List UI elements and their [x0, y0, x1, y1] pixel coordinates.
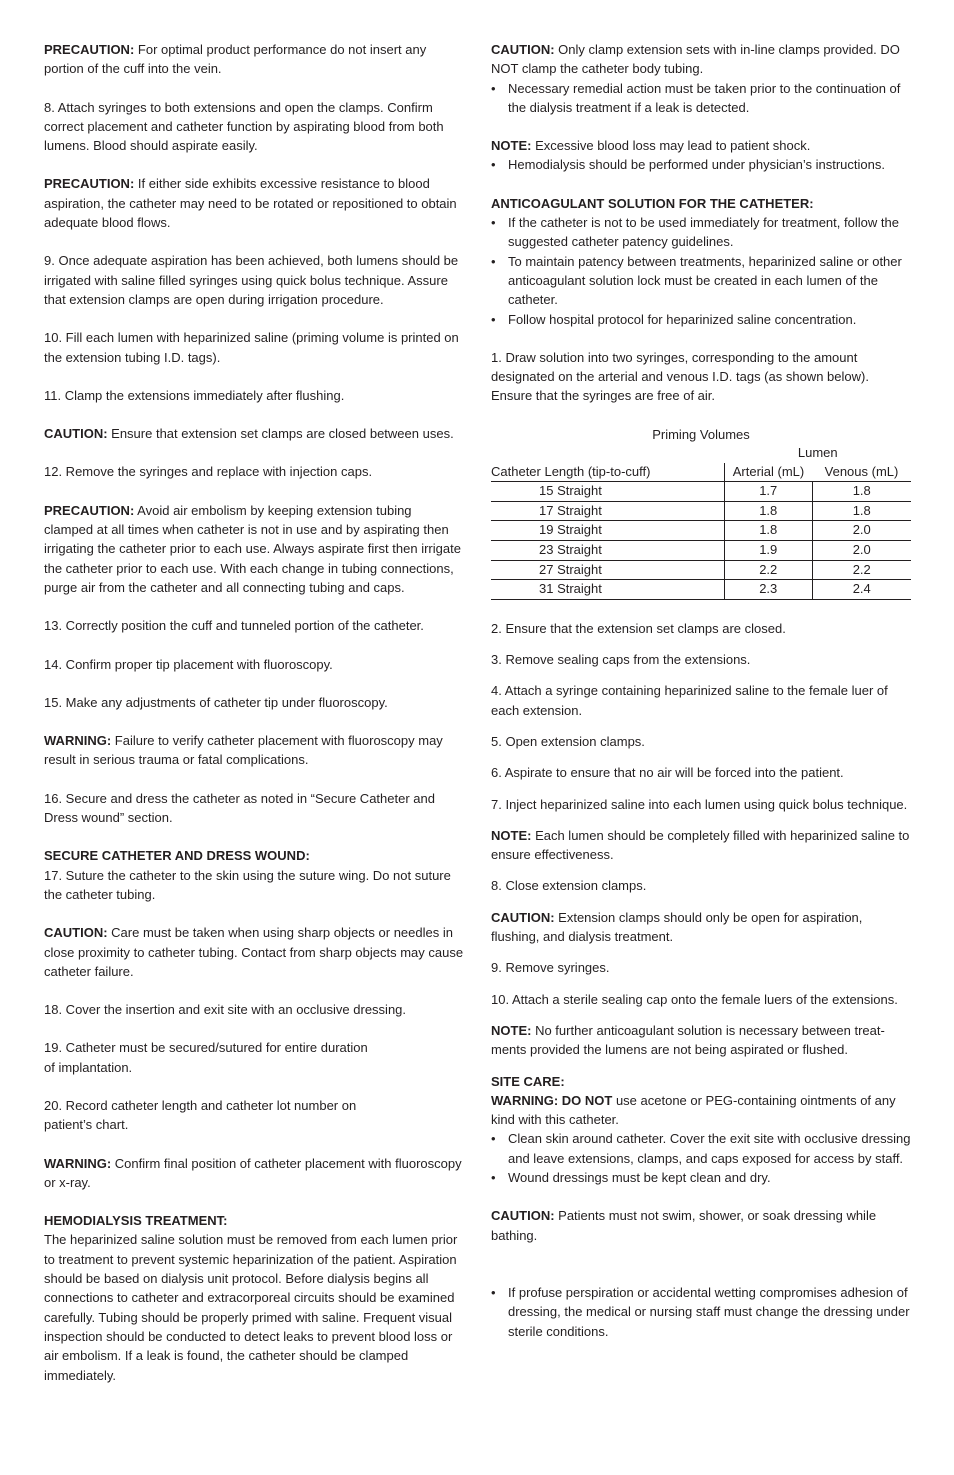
step-9: 9. Once adequate aspiration has been achieved, both lumens should be irrigated with saline filled syringes using quick bolus technique. Assure that extension clamps are open during irrigation procedure. [44, 253, 459, 307]
caution-inline-clamps-list [491, 79, 911, 118]
step-20: 20. Record catheter length and catheter lot number on patient’s chart. [44, 1097, 357, 1133]
step-17: 17. Suture the catheter to the skin using the suture wing. Do not suture the catheter tubing. [44, 867, 451, 902]
step-8: 8. Attach syringes to both extensions and open the clamps. Confirm correct placement and catheter function by aspirating blood from both lumens. Blood should aspirate easily. [44, 99, 444, 154]
table-row: 27 Straight 2.2 2.2 [491, 560, 911, 580]
site-care-heading: SITE CARE: [491, 1073, 565, 1089]
step-13: 13. Correctly position the cuff and tunneled portion of the catheter. [44, 618, 424, 634]
precaution-air-embolism: PRECAUTION: Avoid air embolism by keeping extension tubing clamped at all times when catheter is not in use and by aspirating then irrigating the catheter prior to each use. Always aspirate first then irrigate the catheter prior to each use. With each change in tubing connections, purge air from the catheter and all connecting tubing and caps. [44, 502, 461, 595]
column-header: Venous (mL) [812, 463, 911, 482]
step-6: 6. Aspirate to ensure that no air will be forced into the patient. [491, 765, 844, 781]
table-row: 23 Straight 1.9 2.0 [491, 541, 911, 561]
step-9-right: 9. Remove syringes. [491, 960, 610, 976]
hemodialysis-text: The heparinized saline solution must be removed from each lumen prior to treatment to prevent systemic heparinization of the patient. Aspiration should be based on dialysis unit protocol. Before dialysis begins all connections to catheter and extracorporeal circuits should be examined carefully. Tubing should be properly primed with saline. Frequent visual inspection should be conducted to detect leaks to prevent blood loss or air embolism. If a leak is found, the catheter should be clamped immediately. [44, 1232, 458, 1383]
hemodialysis-heading: HEMODIALYSIS TREATMENT: [44, 1213, 228, 1229]
lumen-header: Lumen [797, 445, 838, 461]
right-column [491, 40, 911, 1341]
site-care-list [491, 1129, 911, 1187]
final-list [491, 1283, 911, 1341]
secure-heading: SECURE CATHETER AND DRESS WOUND: [44, 848, 310, 864]
precaution-resistance: PRECAUTION: If either side exhibits excessive resistance to blood aspiration, the catheter may need to be rotated or repositioned to obtain adequate blood flows. [44, 176, 457, 231]
note-blood-loss: NOTE: Excessive blood loss may lead to patient shock. [491, 138, 811, 154]
note-no-further-anticoagulant: NOTE: No further anticoagulant solution is necessary between treat-ments provided the lumens are not being aspirated or flushed. [491, 1022, 885, 1058]
table-row: 15 Straight 1.7 1.8 [491, 482, 911, 502]
anticoagulant-list [491, 213, 911, 329]
anticoagulant-heading: ANTICOAGULANT SOLUTION FOR THE CATHETER: [491, 195, 814, 211]
step-14: 14. Confirm proper tip placement with fluoroscopy. [44, 656, 333, 672]
list-item: • If profuse perspiration or accidental wetting compromises adhesion of dressing, the medical or nursing staff must change the dressing under sterile conditions. [491, 1283, 911, 1341]
step-15: 15. Make any adjustments of catheter tip under fluoroscopy. [44, 694, 388, 710]
list-item: • Necessary remedial action must be taken prior to the continuation of the dialysis treatment if a leak is detected. [491, 79, 911, 118]
step-2: 2. Ensure that the extension set clamps are closed. [491, 620, 786, 636]
step-10-right: 10. Attach a sterile sealing cap onto the female luers of the extensions. [491, 991, 898, 1007]
table-row: 19 Straight 1.8 2.0 [491, 521, 911, 541]
warning-acetone: WARNING: DO NOT use acetone or PEG-containing ointments of any kind with this catheter. [491, 1092, 896, 1128]
step-18: 18. Cover the insertion and exit site with an occlusive dressing. [44, 1002, 407, 1018]
step-4: 4. Attach a syringe containing heparinized saline to the female luer of each extension. [491, 683, 888, 718]
left-column [44, 40, 464, 1385]
priming-volumes-table [491, 444, 911, 600]
list-item: • Clean skin around catheter. Cover the exit site with occlusive dressing and leave extensions, clamps, and caps exposed for access by staff. [491, 1129, 911, 1168]
note-lumen-filled: NOTE: Each lumen should be completely filled with heparinized saline to ensure effectiveness. [491, 827, 910, 863]
list-item: • To maintain patency between treatments, heparinized saline or other anticoagulant solution lock must be created in each lumen of the catheter. [491, 252, 911, 310]
caution-clamps-closed: CAUTION: Ensure that extension set clamps are closed between uses. [44, 426, 454, 442]
warning-fluoroscopy: WARNING: Failure to verify catheter placement with fluoroscopy may result in serious trauma or fatal complications. [44, 733, 443, 768]
table-header-row [491, 463, 911, 482]
step-7: 7. Inject heparinized saline into each lumen using quick bolus technique. [491, 796, 908, 812]
step-12: 12. Remove the syringes and replace with injection caps. [44, 464, 373, 480]
note-blood-loss-list [491, 155, 911, 174]
list-item: • Wound dressings must be kept clean and dry. [491, 1168, 911, 1187]
caution-sharp-objects: CAUTION: Care must be taken when using sharp objects or needles in close proximity to catheter tubing. Contact from sharp objects may cause catheter failure. [44, 925, 464, 979]
precaution-cuff: PRECAUTION: For optimal product performance do not insert any portion of the cuff into the vein. [44, 42, 427, 77]
table-title: Priming Volumes [652, 426, 750, 442]
step-1: 1. Draw solution into two syringes, corresponding to the amount designated on the arterial and venous I.D. tags (as shown below). Ensure that the syringes are free of air. [491, 349, 869, 404]
step-3: 3. Remove sealing caps from the extensions. [491, 652, 751, 668]
step-5: 5. Open extension clamps. [491, 733, 645, 749]
list-item: • Hemodialysis should be performed under physician’s instructions. [491, 155, 911, 174]
column-header: Arterial (mL) [724, 463, 812, 482]
caution-extension-clamps: CAUTION: Extension clamps should only be open for aspiration, flushing, and dialysis treatment. [491, 909, 863, 945]
table-row: 17 Straight 1.8 1.8 [491, 501, 911, 521]
list-item: • If the catheter is not to be used immediately for treatment, follow the suggested catheter patency guidelines. [491, 213, 911, 252]
step-19: 19. Catheter must be secured/sutured for entire duration of implantation. [44, 1040, 368, 1075]
step-10: 10. Fill each lumen with heparinized saline (priming volume is printed on the extension tubing I.D. tags). [44, 330, 459, 365]
step-8-right: 8. Close extension clamps. [491, 878, 647, 894]
caution-swim: CAUTION: Patients must not swim, shower, or soak dressing while bathing. [491, 1208, 877, 1243]
list-item: • Follow hospital protocol for heparinized saline concentration. [491, 310, 911, 329]
caution-inline-clamps: CAUTION: Only clamp extension sets with in-line clamps provided. DO NOT clamp the catheter body tubing. [491, 42, 900, 77]
table-group-header-row [491, 444, 911, 463]
column-header: Catheter Length (tip-to-cuff) [491, 463, 724, 482]
step-16: 16. Secure and dress the catheter as noted in “Secure Catheter and Dress wound” section. [44, 790, 435, 826]
step-11: 11. Clamp the extensions immediately after flushing. [44, 387, 345, 403]
warning-final-position: WARNING: Confirm final position of catheter placement with fluoroscopy or x-ray. [44, 1155, 462, 1190]
table-row: 31 Straight 2.3 2.4 [491, 580, 911, 600]
